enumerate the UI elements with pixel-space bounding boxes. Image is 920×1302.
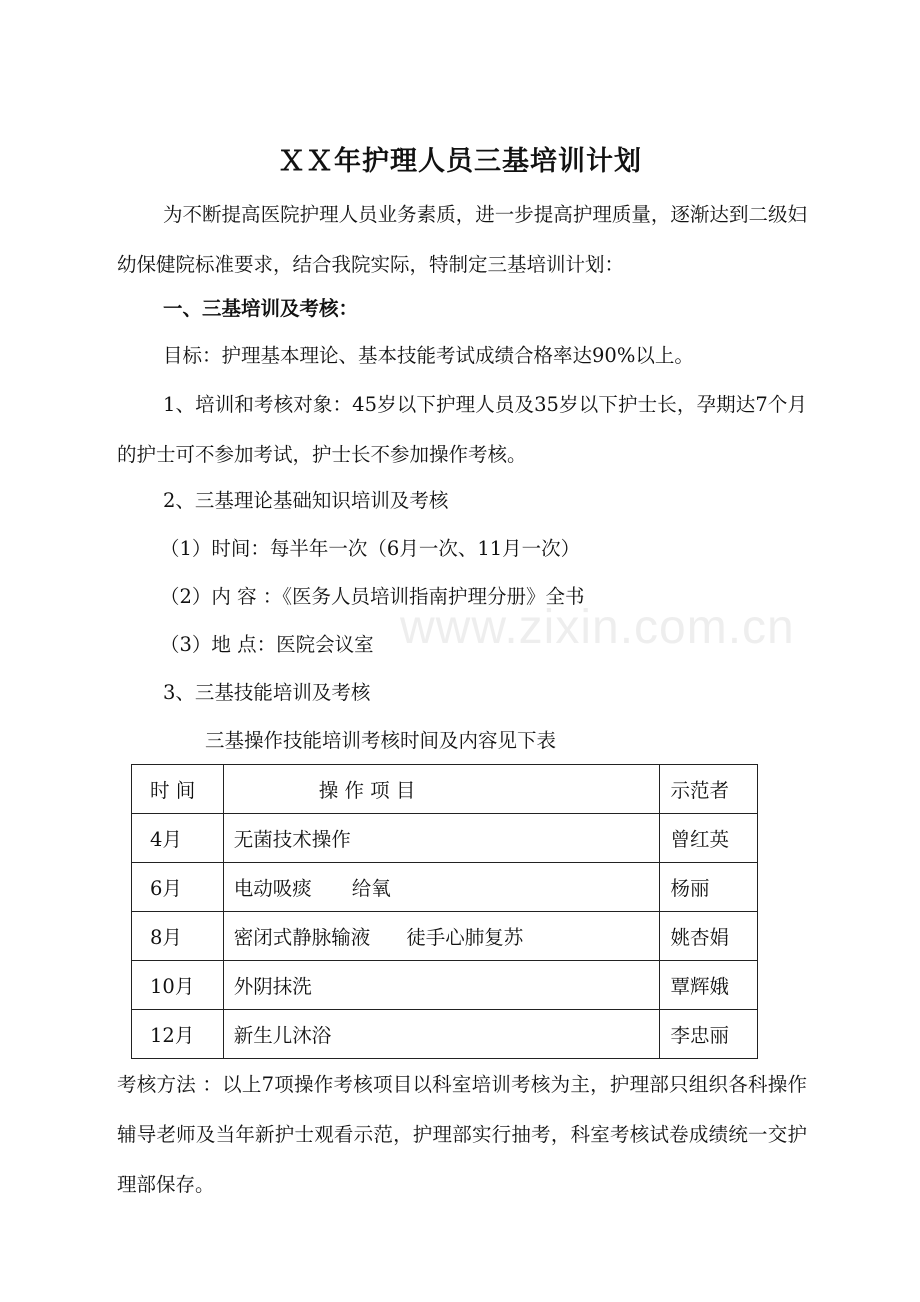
row-item-a: 密闭式静脉输液	[233, 926, 371, 949]
table-row	[132, 1010, 758, 1059]
row-time: 12月	[132, 1010, 224, 1059]
goal-text: 目标：护理基本理论、基本技能考试成绩合格率达90%以上。	[163, 344, 694, 367]
assessment-method-paragraph: 考核方法 ：以上7项操作考核项目以科室培训考核为主，护理部只组织各科操作辅导老师及当年新护士观看示范，护理部实行抽考，科室考核试卷成绩统一交护理部保存。	[117, 1073, 807, 1196]
item-2-time: （1）时间：每半年一次（6月一次、11月一次）	[160, 537, 581, 560]
table-header-row	[132, 765, 758, 814]
row-time: 10月	[132, 961, 224, 1010]
header-demonstrator: 示范者	[660, 765, 758, 814]
row-time: 6月	[132, 863, 224, 912]
row-item-b: 徒手心肺复苏	[406, 926, 524, 949]
row-item-b: 给氧	[351, 877, 391, 900]
item-2-content: （2）内 容 ：《医务人员培训指南护理分册》全书	[160, 585, 585, 608]
table-row	[132, 863, 758, 912]
header-time: 时 间	[132, 765, 224, 814]
training-schedule-table	[131, 764, 758, 1059]
intro-paragraph: 为不断提高医院护理人员业务素质，进一步提高护理质量，逐渐达到二级妇幼保健院标准要求，结合我院实际，特制定三基培训计划：	[117, 203, 807, 276]
row-item-a: 新生儿沐浴	[233, 1024, 332, 1047]
header-items: 操 作 项 目	[223, 765, 660, 814]
item-2-place: （3）地 点：医院会议室	[160, 633, 374, 656]
section-heading-1: 一、三基培训及考核：	[163, 297, 359, 320]
row-item-a: 无菌技术操作	[233, 828, 351, 851]
table-row	[132, 814, 758, 863]
row-items	[223, 863, 660, 912]
table-caption: 三基操作技能培训考核时间及内容见下表	[205, 729, 557, 752]
item-3-heading: 3、三基技能培训及考核	[163, 681, 371, 704]
row-demonstrator: 姚杏娟	[660, 912, 758, 961]
row-demonstrator: 李忠丽	[660, 1010, 758, 1059]
table-row	[132, 961, 758, 1010]
item-1-paragraph: 1、培训和考核对象：45岁以下护理人员及35岁以下护士长，孕期达7个月的护士可不参加考试，护士长不参加操作考核。	[117, 393, 807, 466]
row-time: 8月	[132, 912, 224, 961]
row-item-a: 电动吸痰	[233, 877, 312, 900]
table-row	[132, 912, 758, 961]
row-items	[223, 1010, 660, 1059]
row-items	[223, 814, 660, 863]
row-time: 4月	[132, 814, 224, 863]
document-title: ＸＸ年护理人员三基培训计划	[278, 146, 642, 177]
row-demonstrator: 杨丽	[660, 863, 758, 912]
row-item-a: 外阴抹洗	[233, 975, 312, 998]
row-items	[223, 912, 660, 961]
item-2-heading: 2、三基理论基础知识培训及考核	[163, 489, 449, 512]
row-demonstrator: 曾红英	[660, 814, 758, 863]
row-items	[223, 961, 660, 1010]
row-demonstrator: 覃辉娥	[660, 961, 758, 1010]
watermark: www.zixin.com.cn	[400, 601, 795, 654]
